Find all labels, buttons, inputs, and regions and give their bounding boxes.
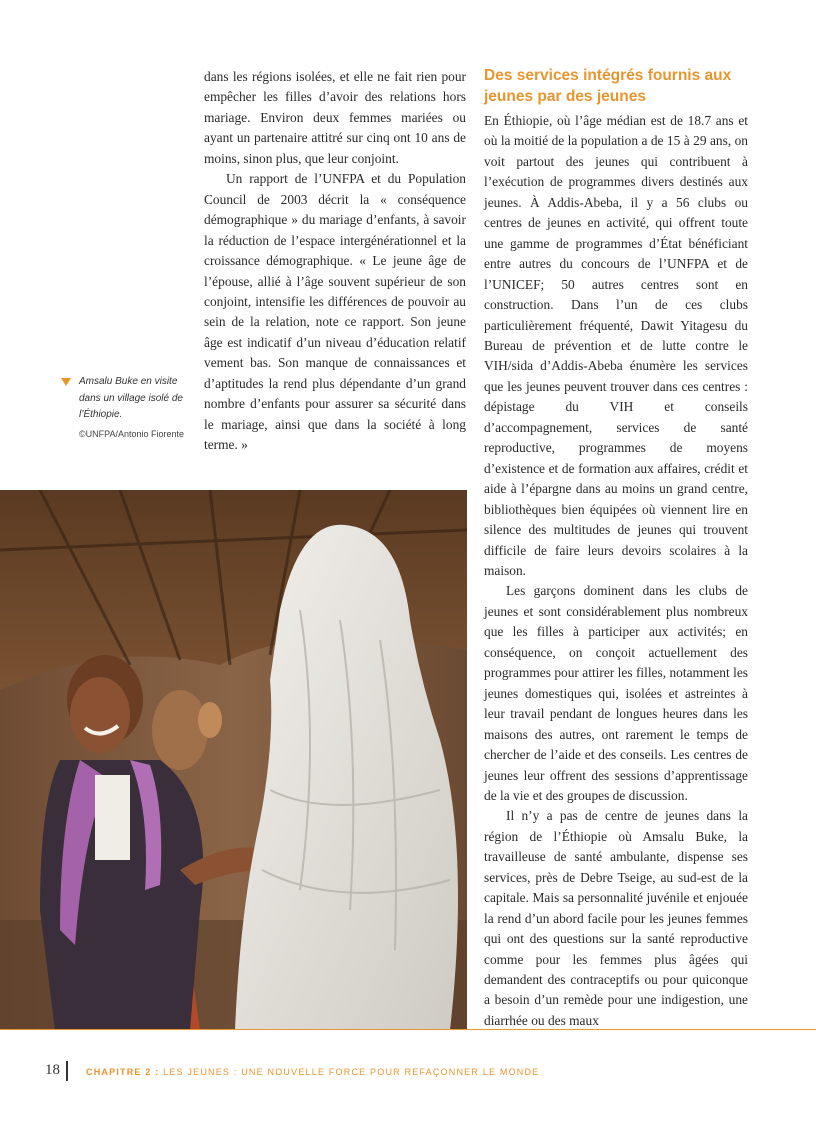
chapter-title: LES JEUNES : UNE NOUVELLE FORCE POUR REFAÇONNER LE MONDE xyxy=(163,1067,540,1077)
paragraph: dans les régions isolées, et elle ne fait rien pour empêcher les filles d’avoir des relations hors mariage. Environ deux femmes mariées ou ayant un partenaire attitré sur cinq ont 10 ans de moins, sinon plus, que leur conjoint. xyxy=(204,69,466,166)
footer-divider xyxy=(66,1061,68,1081)
paragraph: Les garçons dominent dans les clubs de jeunes et sont considérablement plus nombreux que les filles à participer aux activités; en conséquence, on conçoit actuellement des programmes pour attirer les filles, notamment les jeunes domestiques qui, isolées et astreintes à leur travail pendant de longues heures dans les maisons des autres, ont rarement le temps de chercher de l’aide et des conseils. Les centres de jeunes leur offrent des sessions d’apprentissage de la vie et des groupes de discussion. xyxy=(484,583,748,803)
running-head xyxy=(86,1067,539,1077)
left-text-column xyxy=(204,67,466,456)
footer-rule xyxy=(0,1029,816,1030)
photo-caption xyxy=(61,374,191,442)
caption-text: Amsalu Buke en visite dans un village isolé de l’Éthiopie. xyxy=(79,376,183,420)
chapter-label: CHAPITRE 2 : xyxy=(86,1067,160,1077)
triangle-down-icon xyxy=(61,378,71,386)
paragraph: En Éthiopie, où l’âge médian est de 18.7 ans et où la moitié de la population a de 15 à 29 ans, on voit partout des jeunes qui contribuent à l’exécution de programmes divers destinés aux jeunes. À Addis-Abeba, il y a 56 clubs ou centres de jeunes en activité, qui offrent toute une gamme de programmes d’État bénéficiant entre autres du concours de l’UNFPA et de l’UNICEF; 50 autres centres sont en construction. Dans l’un de ces clubs particulièrement fréquenté, Dawit Yitagesu du Bureau de prévention et de lutte contre le VIH/sida d’Addis-Abeba énumère les services que les jeunes peuvent trouver dans ces centres : dépistage du VIH et conseils d’accompagnement, services de santé reproductive, programmes de moyens d’existence et de formation aux affaires, crédit et aide à l’épargne dans au moins un grand centre, bibliothèques bien équipées où viennent lire en silence des multitudes de jeunes qui trouvent difficile de faire leurs devoirs scolaires à la maison. xyxy=(484,113,748,578)
section-heading: Des services intégrés fournis aux jeunes par des jeunes xyxy=(484,67,732,105)
photo-credit: ©UNFPA/Antonio Fiorente xyxy=(79,428,185,439)
page-number: 18 xyxy=(45,1062,60,1078)
paragraph: Un rapport de l’UNFPA et du Population Council de 2003 décrit la « conséquence démographique » du mariage d’enfants, à savoir la réduction de l’espace intergénérationnel et la croissance démographique. « Le jeune âge de l’épouse, allié à l’âge souvent supérieur de son conjoint, intensifie les différences de pouvoir au sein de la relation, note ce rapport. Son jeune âge est indicatif d’un niveau d’éducation relatif vement bas. Son manque de connaissances et d’aptitudes la rend plus dépendante d’un grand nombre d’enfants pour assurer sa sécurité dans le mariage, ainsi que dans la société à long terme. » xyxy=(204,171,466,453)
photo-health-worker-village xyxy=(0,490,467,1030)
paragraph: Il n’y a pas de centre de jeunes dans la région de l’Éthiopie où Amsalu Buke, la travailleuse de santé ambulante, dispense ses services, près de Debre Tseige, au sud-est de la capitale. Mais sa personnalité juvénile et enjouée la rend d’un abord facile pour les jeunes femmes qui ont des questions sur la santé reproductive comme pour les femmes plus âgées qui demandent des contraceptifs ou pour quiconque a besoin d’un remède pour une indigestion, une diarrhée ou des maux xyxy=(484,808,748,1028)
right-text-column xyxy=(484,111,748,1031)
